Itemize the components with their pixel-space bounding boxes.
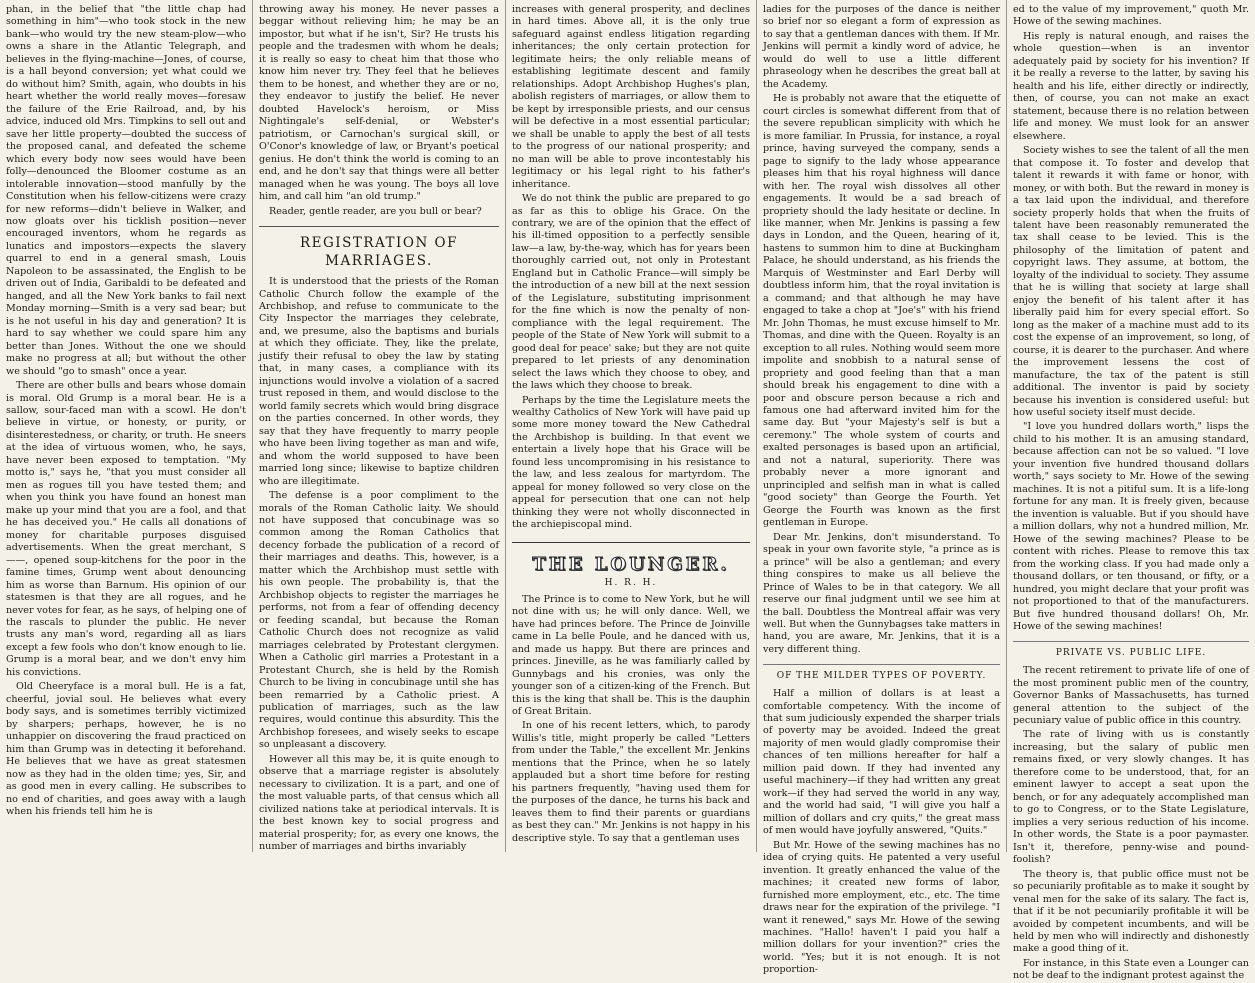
heading-registration-of-marriages: REGISTRATION OF MARRIAGES. bbox=[259, 226, 499, 270]
paragraph: throwing away his money. He never passes a beggar without relieving him; he may be an impostor, but what if he isn't, Sir? He trusts his people and the tradesmen with whom he deals; it is really so easy to cheat him that those who know him never try. They feel that he believes them to be honest, and whether they are or no, they endeavor to justify the belief. He never doubted Havelock's heroism, or Miss Nightingale's self-denial, or Webster's patriotism, or Carnochan's surgical skill, or O'Conor's knowledge of law, or Bryant's poetical genius. He don't think the world is coming to an end, and he don't say that things were all better managed when he was young. The boys all love him, and call him "an old trump." bbox=[259, 4, 499, 203]
paragraph: However all this may be, it is quite enough to observe that a marriage register is absolutely necessary to civilization. It is a part, and one of the most valuable parts, of that census which all civilized nations take at periodical intervals. It is the best known key to social progress and material prosperity; for, as every one knows, the number of marriages and births invariably bbox=[259, 753, 499, 853]
column-2 bbox=[253, 0, 505, 852]
paragraph: ladies for the purposes of the dance is neither so brief nor so elegant a form of expression as to say that a gentleman dances with them. If Mr. Jenkins will permit a kindly word of advice, he would do well to use a little different phraseology when he describes the great ball at the Academy. bbox=[763, 4, 1000, 90]
paragraph: The Prince is to come to New York, but he will not dine with us; he will only dance. Well, we have had princes before. The Prince de Joinville came in La belle Poule, and he danced with us, and made us happy. But there are princes and princes. Jineville, as he was familiarly called by Gunnybags and his cronies, was only the younger son of a citizen-king of the French. But this is the king that shall be. This is the dauphin of Great Britain. bbox=[512, 593, 750, 717]
paragraph: The rate of living with us is constantly increasing, but the salary of public men remains fixed, or very slowly changes. It has therefore come to be understood, that, for an eminent lawyer to accept a seat upon the bench, or for any adequately accomplished man to go to Congress, or to the State Legislature, implies a very serious reduction of his income. In other words, the State is a poor paymaster. Isn't it, therefore, penny-wise and pound-foolish? bbox=[1013, 729, 1249, 866]
paragraph: Society wishes to see the talent of all the men that compose it. To foster and develop that talent it rewards it with fame or honor, with money, or with both. But the reward in money is a tax laid upon the individual, and therefore society properly holds that when the fruits of talent have been reasonably remunerated the tax shall cease to be levied. This is the philosophy of the limitation of patent and copyright laws. They assume, at bottom, the loyalty of the individual to society. They assume that he is willing that society at large shall enjoy the benefit of his talent after it has liberally paid him for every special effort. So long as the maker of a machine must add to its cost the expense of an improvement, so long, of course, it is dearer to the purchaser. And where the improvement lessens the cost of manufacture, the tax of the patent is still additional. The inventor is paid by society because his invention is considered useful: but how useful society itself must decide. bbox=[1013, 145, 1249, 418]
column-4 bbox=[757, 0, 1006, 976]
paragraph: Old Cheeryface is a moral bull. He is a fat, cheerful, jovial soul. He believes what every body says, and is sometimes terribly victimized by sharpers; perhaps, however, he is no unhappier on discovering the fraud practiced on him than Grump was in detecting it beforehand. He believes that we have as great statesmen now as they had in the olden time; yes, Sir, and as good men in every calling. He subscribes to no end of charities, and goes away with a laugh when his friends tell him he is bbox=[6, 681, 246, 817]
paragraph: phan, in the belief that "the little chap had something in him"—who took stock in the new bank—who would try the new steam-plow—who owns a share in the Atlantic Telegraph, and believes in the flying-machine—Jones, of course, is a hall beyond conversion; yet what could we do without him? Smith, again, who doubts in his heart whether the world really moves—foresaw the failure of the Erie Railroad, and, by his advice, induced old Mrs. Timpkins to sell out and save her little property—doubted the success of the proposed canal, and defeated the scheme which every body now sees would have been folly—denounced the Bloomer costume as an intolerable innovation—stood manfully by the Constitution when his fellow-citizens were crazy for new reforms—didn't believe in Walker, and now gloats over his ticklish position—never encouraged inventors, whom he regards as lunatics and impostors—expects the slavery quarrel to end in a general smash, Louis Napoleon to be assassinated, the English to be driven out of India, Garibaldi to be defeated and hanged, and all the New York banks to fail next Monday morning—Smith is a very sad bear; but is he not useful in his day and generation? It is hard to say whether we could spare him any better than Jones. Without the one we should make no progress at all; but without the other we should "go to smash" once a year. bbox=[6, 4, 246, 377]
paragraph: The theory is, that public office must not be so pecuniarily profitable as to make it sought by venal men for the sake of its salary. The fact is, that if it be not pecuniarily profitable it will be avoided by competent incumbents, and will be held by men who will indirectly and dishonestly make a good thing of it. bbox=[1013, 868, 1249, 955]
paragraph: Dear Mr. Jenkins, don't misunderstand. To speak in your own favorite style, "a prince as is a prince" will be also a gentleman; and every thing conspires to make us all believe the Prince of Wales to be in that category. We all reserve our final judgment until we see him at the ball. Doubtless the Montreal affair was very well. But when the Gunnybagses take matters in hand, you are aware, Mr. Jenkins, that it is a very different thing. bbox=[763, 531, 1000, 655]
paragraph: The defense is a poor compliment to the morals of the Roman Catholic laity. We should not have supposed that concubinage was so common among the Roman Catholics that decency forbade the publication of a record of their marriages and deaths. This, however, is a matter which the Archbishop must settle with his own people. The probability is, that the Archbishop objects to register the marriages he performs, not from a fear of offending decency or feeding scandal, but because the Roman Catholic Church does not recognize as valid marriages celebrated by Protestant clergymen. When a Catholic girl marries a Protestant in a Protestant Church, she is held by the Romish Church to be living in concubinage until she has been remarried by a Catholic priest. A publication of marriages, such as the law requires, would continue this absurdity. This the Archbishop foresees, and wisely seeks to escape so unpleasant a discovery. bbox=[259, 490, 499, 751]
column-1 bbox=[0, 0, 252, 852]
paragraph: He is probably not aware that the etiquette of court circles is somewhat different from that of the severe republican simplicity with which he is more familiar. In Prussia, for instance, a royal prince, having surveyed the company, sends a page to signify to the lady whose appearance pleases him that his royal highness will dance with her. The royal wish dissolves all other engagements. It would be a sad breach of propriety should the lady hesitate or decline. In like manner, when Mr. Jenkins is passing a few days in London, and the Queen, hearing of it, hastens to summon him to dine at Buckingham Palace, he should understand, as his friends the Marquis of Westminster and Earl Derby will doubtless inform him, that the royal invitation is a command; and that although he may have engaged to take a chop at "Joe's" with his friend Mr. John Thomas, he must excuse himself to Mr. Thomas, and dine with the Queen. Royalty is an exception to all rules. Nothing would seem more impolite and snobbish to a natural sense of propriety and good feeling than that a man should break his engagement to dine with a poor and obscure person because a rich and famous one had afterward invited him for the same day. But "your Majesty's self is but a ceremony." The whole system of courts and exalted personages is based upon an artificial, and not a natural, superiority. There was probably never a more ignorant and unprincipled and selfish man in what is called "good society" than George the Fourth. Yet George the Fourth was known as the first gentleman in Europe. bbox=[763, 93, 1000, 529]
paragraph: For instance, in this State even a Lounger can not be deaf to the indignant protest against the bbox=[1013, 957, 1249, 982]
heading-milder-types-of-poverty: OF THE MILDER TYPES OF POVERTY. bbox=[763, 664, 1000, 683]
paragraph: In one of his recent letters, which, to parody Willis's title, might properly be called "Letters from under the Table," the excellent Mr. Jenkins mentions that the Prince, when he so lately applauded but a short time before for resting his partners frequently, "having used them for the purposes of the dance, he turns his back and leaves them to find their parents or guardians as best they can." Mr. Jenkins is not happy in his descriptive style. To say that a gentleman uses bbox=[512, 720, 750, 844]
paragraph: It is understood that the priests of the Roman Catholic Church follow the example of the Archbishop, and refuse to communicate to the City Inspector the marriages they celebrate, and, we presume, also the baptisms and burials at which they officiate. They, like the prelate, justify their refusal to obey the law by stating that, in many cases, a compliance with its injunctions would involve a violation of a sacred trust reposed in them, and would disclose to the world family secrets which would bring disgrace on the parties concerned. In other words, they say that they have frequently to marry people who have been living together as man and wife, and whom the world supposed to have been married long since; likewise to baptize children who are illegitimate. bbox=[259, 276, 499, 487]
column-5 bbox=[1007, 0, 1255, 982]
paragraph: increases with general prosperity, and declines in hard times. Above all, it is the only true safeguard against endless litigation regarding inheritances; the only certain protection for legitimate heirs; the only reliable means of establishing legitimate descent and family relationships. Adopt Archbishop Hughes's plan, abolish registers of marriages, or allow them to be kept by irresponsible priests, and our census will be defective in a most essential particular; we shall be unable to apply the best of all tests to the progress of our national prosperity; and no man will be able to prove incontestably his legitimacy or his legal right to his father's inheritance. bbox=[512, 4, 750, 190]
paragraph: We do not think the public are prepared to go as far as this to oblige his Grace. On the contrary, we are of the opinion that the effect of his ill-timed opposition to a perfectly sensible law—a law, by-the-way, which has for years been thoroughly carried out, not only in Protestant England but in Catholic France—will simply be the introduction of a new bill at the next session of the Legislature, substituting imprisonment for the fine which is now the penalty of non-compliance with the legal requirement. The people of the State of New York will submit to a good deal for peace' sake; but they are not quite prepared to let priests of any denomination select the laws which they choose to obey, and the laws which they choose to break. bbox=[512, 193, 750, 392]
paragraph: Perhaps by the time the Legislature meets the wealthy Catholics of New York will have paid up some more money toward the New Cathedral the Archbishop is building. In that event we entertain a lively hope that his Grace will be found less uncompromising in his resistance to the law, and less zealous for martyrdom. The appeal for money followed so very close on the appeal for persecution that one can not help thinking they were not wholly disconnected in the archiepiscopal mind. bbox=[512, 394, 750, 531]
heading-the-lounger: THE LOUNGER. bbox=[512, 542, 750, 576]
paragraph: ed to the value of my improvement," quoth Mr. Howe of the sewing machines. bbox=[1013, 4, 1249, 28]
paragraph: His reply is natural enough, and raises the whole question—when is an inventor adequately paid by society for his invention? If it be really a reverse to the latter, by saving his health and his life, either directly or indirectly, then, of course, you can not make an exact statement, because there is no relation between life and money. We must look for an answer elsewhere. bbox=[1013, 30, 1249, 142]
heading-private-vs-public-life: PRIVATE VS. PUBLIC LIFE. bbox=[1013, 641, 1249, 660]
paragraph: There are other bulls and bears whose domain is moral. Old Grump is a moral bear. He is a sallow, sour-faced man with a scowl. He don't believe in virtue, or honesty, or purity, or disinterestedness, or charity, or truth. He sneers at the idea of virtuous women, who, he says, have never been exposed to temptation. "My motto is," says he, "that you must consider all men as rogues till you have tested them; and when you think you have found an honest man make up your mind that you are a fool, and that he has deceived you." He calls all donations of money for charitable purposes disguised advertisements. When the great merchant, S——, opened soup-kitchens for the poor in the famine times, Grump went about denouncing him as worse than Barnum. His opinion of our statesmen is that they are all rogues, and he never votes for fear, as he says, of helping one of the rascals to plunder the public. He never trusts any man's word, regarding all as liars except a few fools who don't know enough to lie. Grump is a moral bear, and we don't envy him his convictions. bbox=[6, 380, 246, 678]
column-3 bbox=[506, 0, 756, 852]
section-byline: H. R. H. bbox=[604, 578, 658, 589]
paragraph: "I love you hundred dollars worth," lisps the child to his mother. It is an amusing standard, because affection can not be so valued. "I love your invention five hundred thousand dollars worth," says society to Mr. Howe of the sewing machines. It is not a pitiful sum. It is a life-long fortune for any man. It is freely given, because the invention is valuable. But if you should have a million dollars, why not a hundred million, Mr. Howe of the sewing machines? Please to be content with riches. Please to remove this tax from the working class. If you had made only a thousand dollars, or ten thousand, or fifty, or a hundred, you might declare that your profit was not proportioned to that of the manufacturers. But five hundred thousand dollars! Oh, Mr. Howe of the sewing machines! bbox=[1013, 421, 1249, 632]
paragraph: Half a million of dollars is at least a comfortable competency. With the income of that sum judiciously expended the sharper trials of poverty may be avoided. Indeed the great majority of men would gladly compromise their chances of ten millions hereafter for half a million paid down. If they had invented any useful machinery—if they had written any great work—if they had served the world in any way, and the world had said, "I will give you half a million of dollars and cry quits," the great mass of men would have joyfully answered, "Quits." bbox=[763, 688, 1000, 837]
paragraph: But Mr. Howe of the sewing machines has no idea of crying quits. He patented a very useful invention. It greatly enhanced the value of the machines; it created new forms of labor, furnished more employment, etc., etc. The time draws near for the expiration of the privilege. "I want it renewed," says Mr. Howe of the sewing machines. "Hallo! haven't I paid you half a million dollars for your invention?" cries the world. "Yes; but it is not enough. It is not proportion- bbox=[763, 839, 1000, 976]
paragraph: Reader, gentle reader, are you bull or bear? bbox=[269, 205, 482, 217]
paragraph: The recent retirement to private life of one of the most prominent public men of the country, Governor Banks of Massachusetts, has turned general attention to the subject of the pecuniary value of public office in this country. bbox=[1013, 665, 1249, 726]
